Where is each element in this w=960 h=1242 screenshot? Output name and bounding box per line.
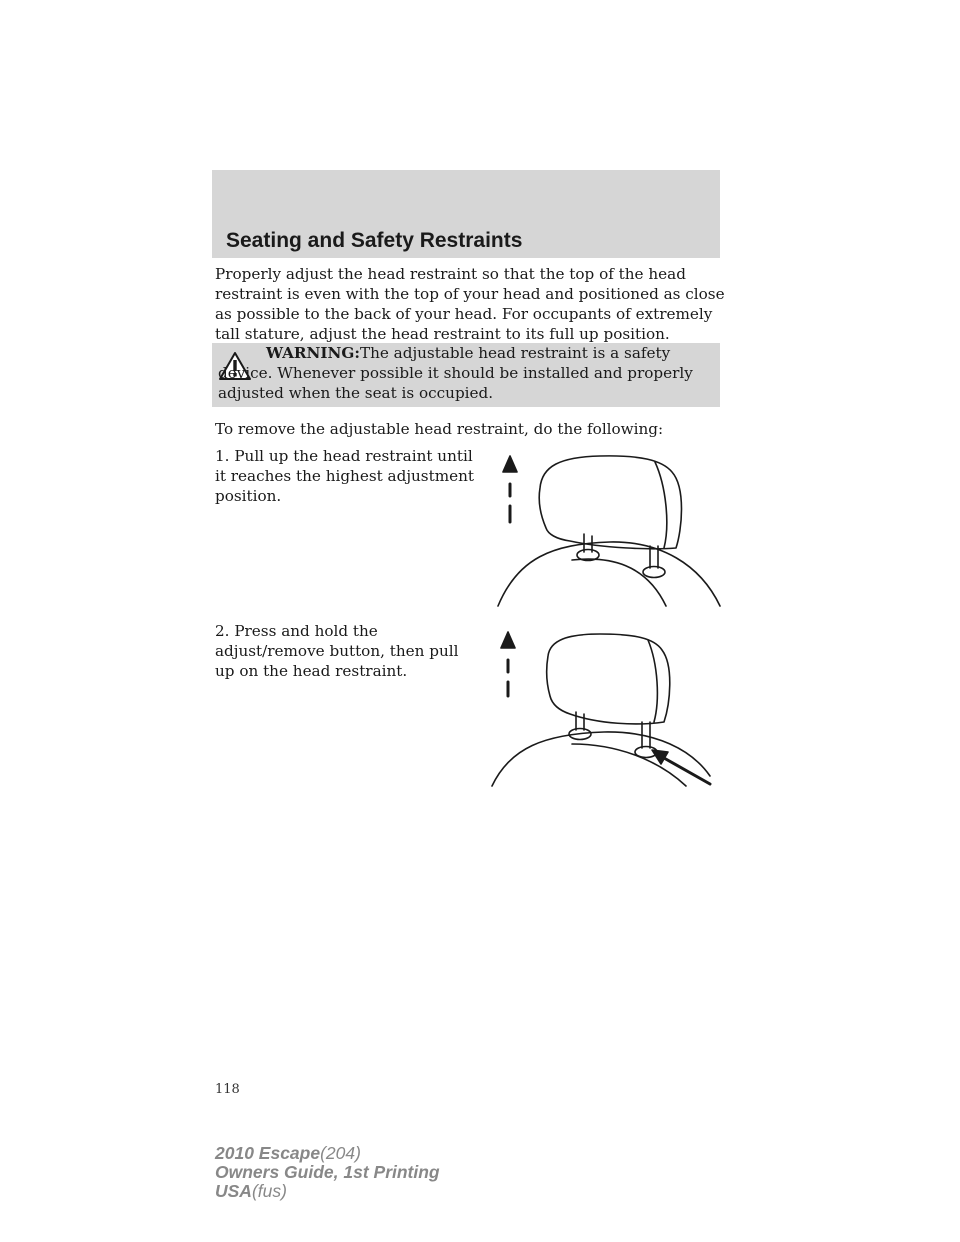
warning-body: The adjustable head restraint is a safety device. Whenever possible it should be installed and properly adjusted when the seat is occupied.: [218, 344, 693, 402]
footer-model-code: (204): [320, 1143, 361, 1163]
step-1: 1. Pull up the head restraint until it reaches the highest adjustment position.: [215, 447, 474, 505]
print-footer: [215, 1144, 440, 1201]
warning-label: WARNING:: [266, 344, 360, 362]
page-number: 118: [215, 1082, 240, 1097]
section-title: Seating and Safety Restraints: [226, 229, 523, 252]
footer-model: 2010 Escape: [215, 1143, 321, 1163]
head-restraint-pull-up-illustration: [490, 448, 722, 610]
head-restraint-remove-illustration: [488, 626, 714, 788]
warning-box: [212, 343, 720, 407]
step-2: 2. Press and hold the adjust/remove button, then pull up on the head restraint.: [215, 622, 459, 680]
footer-market-code: (fus): [251, 1181, 287, 1201]
footer-line-1: [215, 1144, 440, 1163]
footer-line-3: [215, 1182, 440, 1201]
removal-intro: To remove the adjustable head restraint, do the following:: [215, 420, 664, 438]
warning-text: [218, 343, 718, 403]
footer-market: USA: [215, 1181, 252, 1201]
footer-line-2: Owners Guide, 1st Printing: [215, 1162, 440, 1182]
intro-paragraph: Properly adjust the head restraint so that the top of the head restraint is even with the top of your head and positioned as close as possible to the back of your head. For occupants of extremely tall stature, adjust the head restraint to its full up position.: [215, 265, 725, 343]
